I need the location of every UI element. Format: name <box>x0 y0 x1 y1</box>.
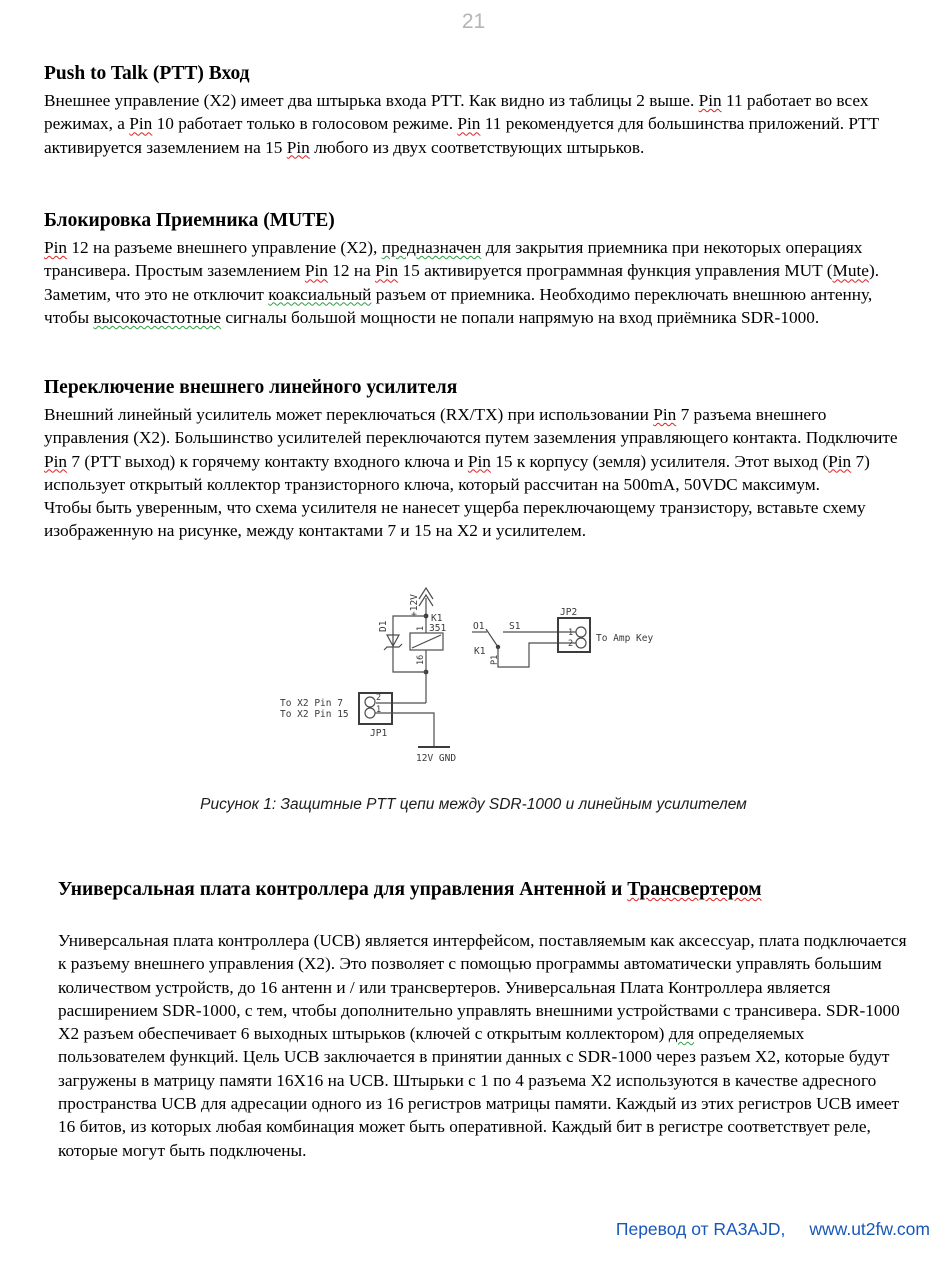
section-heading <box>44 209 912 233</box>
text-run: высокочастотные <box>93 307 222 327</box>
section-ptt-input <box>44 62 912 159</box>
text-run: 7 разъема внешнего управления (X2). Большинство усилителей переключаются путем заземления управляющего контакта. Подключите <box>44 405 898 448</box>
relay-symbol <box>410 633 443 703</box>
section-mute <box>44 209 912 329</box>
figure-caption: Рисунок 1: Защитные PTT цепи между SDR-1000 и линейным усилителем <box>200 796 747 813</box>
text-run: определяемых пользователем функций. Цель UCB заключается в принятии данных с SDR-1000 через разъем X2, которые будут загружены в матрицу памяти 16X16 на UCB. Штырьки с 1 по 4 разъема X2 используются в качестве адресного пространства UCB для адресации одного из 16 регистров матрицы памяти. Каждый из этих регистров UCB имеет 16 битов, из которых любая комбинация может быть оперативной. Каждый бит в регистре соответствует реле, которые могут быть подключены. <box>58 1024 900 1160</box>
label-contact-s1: S1 <box>509 621 521 632</box>
label-supply: +12V <box>409 594 420 617</box>
schematic-figure <box>260 584 680 776</box>
text-run: 12 на <box>327 261 376 281</box>
text-run: Pin <box>698 91 722 110</box>
label-to-amp-key: To Amp Key <box>596 633 654 644</box>
label-gnd: 12V GND <box>416 753 457 764</box>
text-run: предназначен <box>381 238 482 257</box>
label-jp1-name: JP1 <box>370 728 388 739</box>
text-run: Блокировка Приемника (MUTE) <box>44 210 335 231</box>
text-run: Внешнее управление (X2) имеет два штырька входа PTT. Как видно из таблицы 2 выше. <box>44 91 699 110</box>
page-number: 21 <box>461 10 486 33</box>
footer-site-link[interactable]: www.ut2fw.com <box>809 1219 930 1239</box>
label-to-x2-pin7: To X2 Pin 7 <box>280 698 343 709</box>
text-run: Pin <box>653 405 677 424</box>
footer <box>0 1219 930 1240</box>
text-run: для <box>668 1024 695 1044</box>
paragraph <box>44 236 912 329</box>
jp2-connector <box>558 618 590 652</box>
text-run: для закрытия приемника при некоторых операциях трансивера. Простым заземлением <box>44 238 863 281</box>
text-run: Универсальная плата контроллера (UCB) является интерфейсом, поставляемым как аксессуар, плата подключается к разъему внешнего управления (X2). Это позволяет с помощью программы автоматически управлять большим количеством устройств, до 16 антенн и / или трансвертеров. Универсальная Плата Контроллера является расширением SDR-1000, с тем, чтобы дополнительно управлять внешними устройствами с трансивера. SDR-1000 X2 разъем обеспечивает 6 выходных штырьков (ключей с открытым коллектором) <box>58 931 907 1044</box>
label-diode-ref: D1 <box>378 620 389 632</box>
text-run: разъем от приемника. Необходимо переключать внешнюю антенну, чтобы <box>44 284 873 327</box>
text-run: сигналы большой мощности не попали напрямую на вход приёмника SDR-1000. <box>221 307 820 327</box>
text-run: ). Заметим, что это не отключит <box>44 261 880 304</box>
paragraph <box>44 403 912 496</box>
text-run: Переключение внешнего линейного усилителя <box>44 377 458 398</box>
label-jp2-pin2: 2 <box>568 639 574 649</box>
label-jp1-pin2: 2 <box>376 693 382 703</box>
footer-credit: Перевод от RA3AJD, <box>615 1219 786 1239</box>
paragraph <box>58 929 910 1162</box>
label-to-x2-pin15: To X2 Pin 15 <box>280 709 349 720</box>
section-ucb <box>58 875 910 1162</box>
text-run: Pin <box>44 238 68 257</box>
text-run: Универсальная плата контроллера для управления Антенной и <box>58 879 628 900</box>
text-run: любого из двух соответствующих штырьков. <box>309 137 645 157</box>
section-amp-switching <box>44 376 912 543</box>
text-run: 15 к корпусу (земля) усилителя. Этот выход ( <box>490 451 829 471</box>
text-run: 7) использует открытый коллектор транзисторного ключа, который рассчитан на 500mA, 50VDC максимум. <box>44 451 870 494</box>
label-relay-value: 351 <box>429 623 447 634</box>
paragraph <box>44 496 912 543</box>
text-run: 15 активируется программная функция управления MUT ( <box>398 261 833 281</box>
text-run: 11 рекомендуется для большинства приложений. PTT активируется заземлением на 15 <box>44 114 879 157</box>
label-jp2-name: JP2 <box>560 607 578 618</box>
text-run: Pin <box>457 114 481 134</box>
label-contact-o1: O1 <box>473 621 485 632</box>
label-relay-pin-bottom: 16 <box>416 654 426 665</box>
section-heading <box>58 875 910 905</box>
text-run: 11 работает во всех режимах, а <box>44 91 869 134</box>
section-heading <box>44 62 912 86</box>
text-run: Pin <box>467 451 491 471</box>
label-contact-pin: P1 <box>490 654 500 665</box>
label-jp2-pin1: 1 <box>568 628 574 638</box>
text-run: 10 работает только в голосовом режиме. <box>152 114 458 134</box>
text-run: Pin <box>375 261 399 281</box>
label-relay-pin-top: 1 <box>416 625 426 631</box>
text-run: 12 на разъеме внешнего управление (X2), <box>67 238 382 257</box>
text-run: Pin <box>304 261 328 281</box>
text-run: 7 (PTT выход) к горячему контакту входного ключа и <box>67 451 468 471</box>
text-run: коаксиальный <box>268 284 372 304</box>
text-run: Pin <box>286 137 310 157</box>
label-jp1-pin1: 1 <box>376 705 382 715</box>
schematic-diagram <box>260 584 680 776</box>
paragraph <box>44 89 912 159</box>
text-run: Внешний линейный усилитель может переключаться (RX/TX) при использовании <box>44 405 654 424</box>
switch-symbol <box>472 629 576 667</box>
text-run: Mute <box>832 261 869 281</box>
label-contact-ref: K1 <box>474 646 486 657</box>
text-run: Push to Talk (PTT) Вход <box>44 63 250 84</box>
text-run: Pin <box>828 451 852 471</box>
text-run: Pin <box>44 451 68 471</box>
text-run: Чтобы быть уверенным, что схема усилителя не нанесет ущерба переключающему транзистору, вставьте схему изображенную на рисунке, между контактами 7 и 15 на X2 и усилителем. <box>44 498 866 541</box>
text-run: Трансвертером <box>627 879 762 900</box>
label-relay-ref: K1 <box>431 613 443 624</box>
text-run: Pin <box>129 114 153 134</box>
section-heading <box>44 376 912 400</box>
